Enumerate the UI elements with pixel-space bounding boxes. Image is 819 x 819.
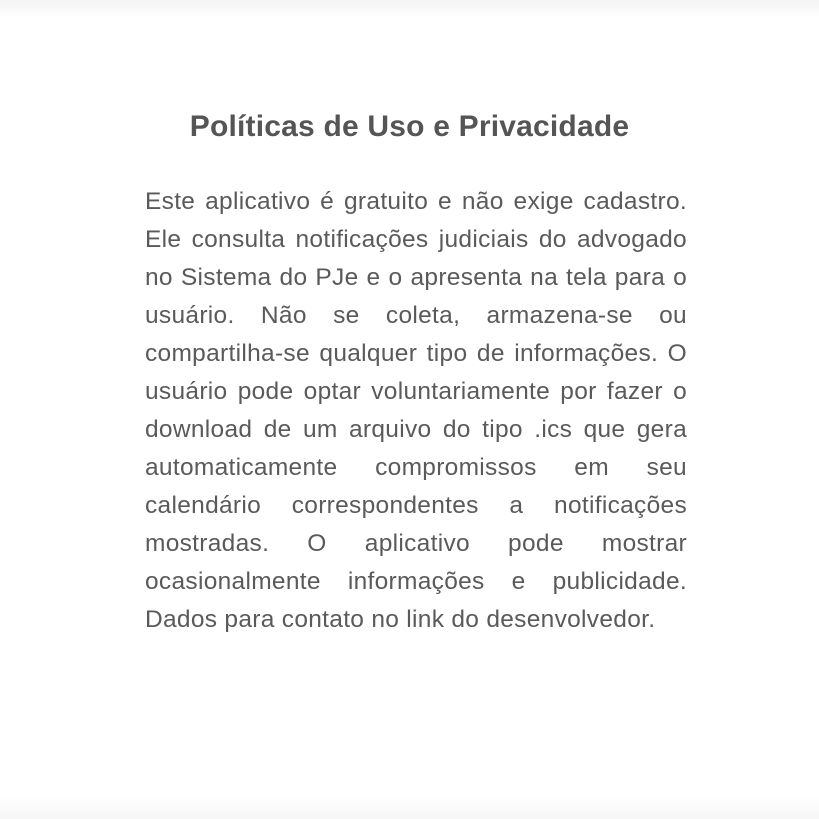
policy-body-text: Este aplicativo é gratuito e não exige cadastro. Ele consulta notificações judiciais do advogado no Sistema do PJe e o apresenta na tela para o usuário. Não se coleta, armazena-se ou compartilha-se qualquer tipo de informações. O usuário pode optar voluntariamente por fazer o download de um arquivo do tipo .ics que gera automaticamente compromissos em seu calendário correspondentes a notificações mostradas. O aplicativo pode mostrar ocasionalmente informações e publicidade. Dados para contato no link do desenvolvedor. [145, 188, 687, 633]
top-edge-shadow [0, 0, 819, 18]
page-title: Políticas de Uso e Privacidade [189, 110, 630, 143]
bottom-edge-shadow [0, 795, 819, 819]
